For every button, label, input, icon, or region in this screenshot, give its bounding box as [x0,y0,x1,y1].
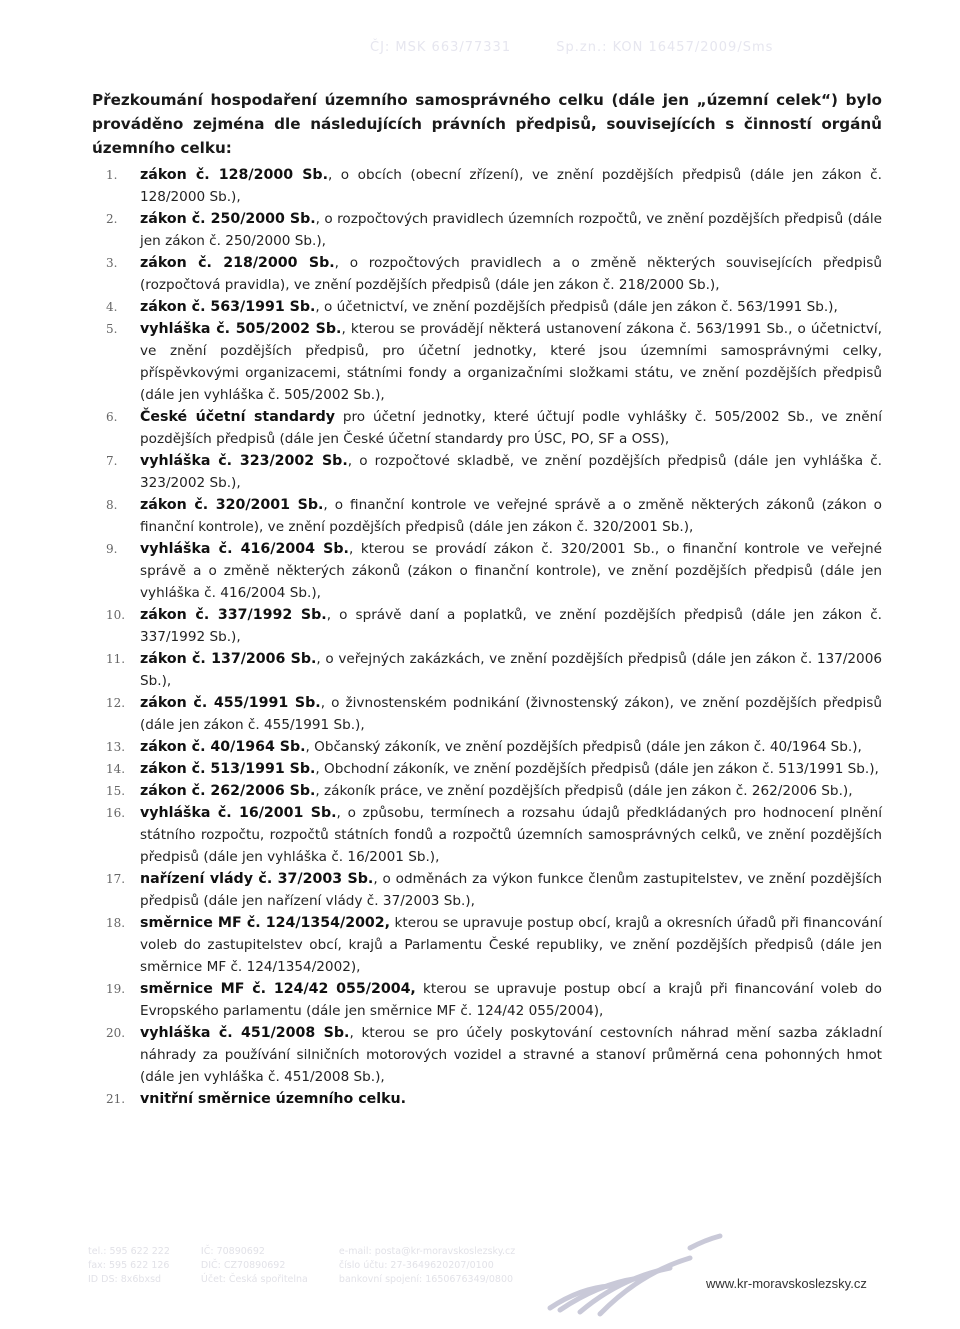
footer-line: Účet: Česká spořitelna [200,1274,308,1285]
law-description: , Občanský zákoník, ve znění pozdějších předpisů (dále jen zákon č. 40/1964 Sb.), [305,739,862,755]
legislation-item [92,164,882,208]
legislation-item [92,1022,882,1088]
item-number: 7. [106,454,118,468]
legislation-item [92,912,882,978]
item-number: 3. [106,256,118,270]
law-description: , o živnostenském podnikání (živnostenský zákon), ve znění pozdějších předpisů (dále jen zákon č. 455/1991 Sb.), [140,695,882,733]
law-reference: zákon č. 455/1991 Sb. [140,695,321,711]
region-logo-swoosh-icon [540,1228,740,1318]
law-description: , o rozpočtových pravidlech územních rozpočtů, ve znění pozdějších předpisů (dále jen zákon č. 250/2000 Sb.), [140,211,882,249]
law-reference: zákon č. 563/1991 Sb. [140,299,316,315]
law-description: , o rozpočtových pravidlech a o změně některých souvisejících předpisů (rozpočtová pravidla), ve znění pozdějších předpisů (dále jen zákon č. 218/2000 Sb.), [140,255,882,293]
law-description: , kterou se pro účely poskytování cestovních náhrad mění sazba základní náhrady za používání silničních motorových vozidel a stravné a stanoví průměrná cena pohonných hmot (dále jen vyhláška č. 451/2008 Sb.), [140,1025,883,1085]
legislation-item [92,494,882,538]
law-description: , zákoník práce, ve znění pozdějších předpisů (dále jen zákon č. 262/2006 Sb.), [315,783,853,799]
reference-number-left: ČJ: MSK 663/77331 [370,40,512,55]
footer-line: bankovní spojení: 1650676349/0800 [338,1274,514,1285]
legislation-item [92,1088,882,1110]
legislation-item [92,648,882,692]
footer-line: číslo účtu: 27-3649620207/0100 [338,1260,494,1271]
law-reference: nařízení vlády č. 37/2003 Sb. [140,871,374,887]
item-number: 6. [106,410,118,424]
law-description: , o finanční kontrole ve veřejné správě a o změně některých zákonů (zákon o finanční kontrole), ve znění pozdějších předpisů (dále jen zákon č. 320/2001 Sb.), [140,497,882,535]
intro-paragraph: Přezkoumání hospodaření územního samosprávného celku (dále jen „územní celek“) bylo prováděno zejména dle následujících právních předpisů, souvisejících s činností orgánů územního celku: [92,91,882,157]
legislation-item [92,450,882,494]
footer-line: tel.: 595 622 222 [88,1246,170,1257]
law-description: , kterou se provádí zákon č. 320/2001 Sb., o finanční kontrole ve veřejné správě a o změně některých zákonů (zákon o finanční kontrole), ve znění pozdějších předpisů (dále jen vyhláška č. 416/2004 Sb.), [140,541,882,601]
law-reference: zákon č. 320/2001 Sb. [140,497,324,513]
law-description: , kterou se provádějí některá ustanovení zákona č. 563/1991 Sb., o účetnictví, ve znění pozdějších předpisů, pro účetní jednotky, které jsou územními samosprávnými celky, příspěvkovými organizacemi, státními fondy a organizačními složkami státu, ve znění pozdějších předpisů (dále jen vyhláška č. 505/2002 Sb.), [140,321,883,403]
law-description: , o účetnictví, ve znění pozdějších předpisů (dále jen zákon č. 563/1991 Sb.), [315,299,838,315]
law-reference: zákon č. 40/1964 Sb. [140,739,306,755]
legislation-item [92,604,882,648]
item-number: 15. [106,784,126,798]
footer-column-1 [88,1245,170,1287]
footer-line: DIČ: CZ70890692 [200,1260,286,1271]
law-reference: vyhláška č. 323/2002 Sb. [140,453,348,469]
item-number: 18. [106,916,126,930]
item-number: 12. [106,696,126,710]
footer-contact-block [88,1245,548,1287]
law-reference: zákon č. 218/2000 Sb. [140,255,335,271]
footer-line: ID DS: 8x6bxsd [88,1274,162,1285]
law-description: kterou se upravuje postup obcí a krajů při financování voleb do Evropského parlamentu (dále jen směrnice MF č. 124/42 055/2004), [140,981,882,1019]
law-reference: vnitřní směrnice územního celku. [140,1091,407,1107]
legislation-item [92,406,882,450]
law-reference: vyhláška č. 451/2008 Sb. [140,1025,350,1041]
item-number: 14. [106,762,126,776]
reference-number-right: Sp.zn.: KON 16457/2009/Sms [556,40,774,55]
law-reference: vyhláška č. 505/2002 Sb. [140,321,342,337]
item-number: 4. [106,300,118,314]
footer-line: e-mail: posta@kr-moravskoslezsky.cz [338,1246,516,1257]
footer-column-3 [339,1245,515,1287]
item-number: 20. [106,1026,126,1040]
item-number: 9. [106,542,118,556]
item-number: 5. [106,322,118,336]
law-description: , o veřejných zakázkách, ve znění pozdějších předpisů (dále jen zákon č. 137/2006 Sb.), [140,651,882,689]
item-number: 21. [106,1092,126,1106]
law-description: kterou se upravuje postup obcí, krajů a okresních úřadů při financování voleb do zastupitelstev obcí, krajů a Parlamentu České republiky, ve znění pozdějších předpisů (dále jen směrnice MF č. 124/1354/2002), [140,915,882,975]
item-number: 2. [106,212,118,226]
legislation-item [92,296,882,318]
item-number: 16. [106,806,126,820]
law-reference: zákon č. 262/2006 Sb. [140,783,316,799]
item-number: 19. [106,982,126,996]
law-reference: České účetní standardy [140,409,336,425]
item-number: 10. [106,608,126,622]
reference-header [370,40,870,55]
item-number: 11. [106,652,126,666]
legislation-item [92,802,882,868]
law-reference: vyhláška č. 16/2001 Sb. [140,805,337,821]
legislation-item [92,692,882,736]
law-description: , o způsobu, termínech a rozsahu údajů předkládaných pro hodnocení plnění státního rozpočtu, rozpočtů státních fondů a rozpočtů územních samosprávných celků, ve znění pozdějších předpisů (dále jen vyhláška č. 16/2001 Sb.), [140,805,883,865]
law-reference: zákon č. 250/2000 Sb. [140,211,316,227]
law-description: , o rozpočtové skladbě, ve znění pozdějších předpisů (dále jen vyhláška č. 323/2002 Sb.), [140,453,882,491]
law-reference: směrnice MF č. 124/1354/2002, [140,915,391,931]
law-reference: zákon č. 137/2006 Sb. [140,651,317,667]
law-reference: zákon č. 128/2000 Sb. [140,167,328,183]
legislation-item [92,318,882,406]
legislation-item [92,780,882,802]
legislation-item [92,978,882,1022]
legislation-item [92,736,882,758]
item-number: 17. [106,872,126,886]
footer-line: fax: 595 622 126 [88,1260,170,1271]
footer-line: IČ: 70890692 [200,1246,265,1257]
legislation-item [92,758,882,780]
law-description: , o obcích (obecní zřízení), ve znění pozdějších předpisů (dále jen zákon č. 128/2000 Sb.), [140,167,882,205]
law-description: , o správě daní a poplatků, ve znění pozdějších předpisů (dále jen zákon č. 337/1992 Sb.), [140,607,882,645]
website-link[interactable]: www.kr-moravskoslezsky.cz [706,1276,867,1291]
law-description: , Obchodní zákoník, ve znění pozdějších předpisů (dále jen zákon č. 513/1991 Sb.), [315,761,879,777]
legislation-item [92,538,882,604]
law-description: pro účetní jednotky, které účtují podle vyhlášky č. 505/2002 Sb., ve znění pozdějších předpisů (dále jen České účetní standardy pro ÚSC, PO, SF a OSS), [140,409,882,447]
item-number: 13. [106,740,126,754]
law-description: , o odměnách za výkon funkce členům zastupitelstev, ve znění pozdějších předpisů (dále jen nařízení vlády č. 37/2003 Sb.), [140,871,882,909]
law-reference: směrnice MF č. 124/42 055/2004, [140,981,416,997]
law-reference: vyhláška č. 416/2004 Sb. [140,541,349,557]
legislation-item [92,868,882,912]
law-reference: zákon č. 337/1992 Sb. [140,607,327,623]
law-reference: zákon č. 513/1991 Sb. [140,761,316,777]
item-number: 8. [106,498,118,512]
legislation-item [92,252,882,296]
legislation-list [92,164,882,1110]
item-number: 1. [106,168,118,182]
footer-column-2 [201,1245,308,1287]
legislation-item [92,208,882,252]
